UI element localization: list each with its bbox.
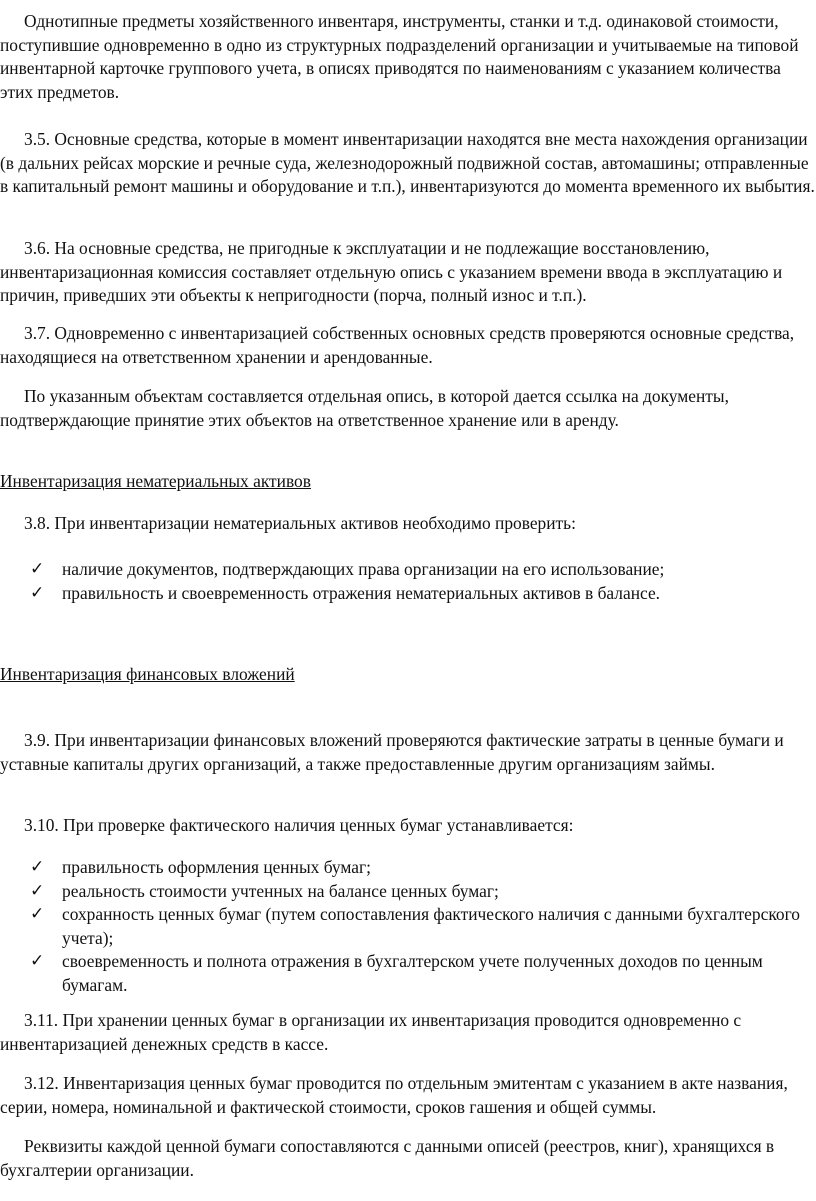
checkmark-icon: ✓ bbox=[30, 951, 45, 971]
list-item-text: реальность стоимости учтенных на балансе ценных бумаг; bbox=[62, 880, 499, 901]
list-item bbox=[0, 558, 816, 582]
checkmark-icon: ✓ bbox=[30, 582, 45, 603]
checklist-3-10 bbox=[0, 856, 816, 997]
list-item bbox=[0, 950, 816, 997]
paragraph-3-8: 3.8. При инвентаризации нематериальных активов необходимо проверить: bbox=[24, 513, 576, 533]
section-heading-intangible-assets: Инвентаризация нематериальных активов bbox=[0, 471, 311, 491]
list-item-text: своевременность и полнота отражения в бухгалтерском учете полученных доходов по ценным бумагам. bbox=[62, 951, 763, 995]
list-item-text: правильность и своевременность отражения нематериальных активов в балансе. bbox=[62, 582, 661, 603]
paragraph-3-9: 3.9. При инвентаризации финансовых вложений проверяются фактические затраты в ценные бумаги и уставные капиталы других организаций, а также предоставленные другим организациям займы. bbox=[0, 730, 784, 774]
paragraph-3-6: 3.6. На основные средства, не пригодные к эксплуатации и не подлежащие восстановлению, инвентаризационная комиссия составляет отдельную опись с указанием времени ввода в эксплуатацию и причин, приведших эти объекты к непригодности (порча, полный износ и т.п.). bbox=[0, 238, 783, 305]
paragraph-inventory-items: Однотипные предметы хозяйственного инвентаря, инструменты, станки и т.д. одинаковой стоимости, поступившие одновременно в одно из структурных подразделений организации и учитываемые на типовой инвентарной карточке группового учета, в описях приводятся по наименованиям с указанием количества этих предметов. bbox=[0, 11, 799, 102]
checkmark-icon: ✓ bbox=[30, 559, 45, 579]
paragraph-3-5: 3.5. Основные средства, которые в момент инвентаризации находятся вне места нахождения организации (в дальних рейсах морские и речные суда, железнодорожный подвижной состав, автомашины; отправленные в капитальный ремонт машины и оборудование и т.п.), инвентаризуются до момента временного их выбытия. bbox=[0, 129, 815, 196]
checkmark-icon: ✓ bbox=[30, 904, 45, 924]
list-item-text: правильность оформления ценных бумаг; bbox=[62, 857, 371, 877]
paragraph-separate-list: По указанным объектам составляется отдельная опись, в которой дается ссылка на документы, подтверждающие принятие этих объектов на ответственное хранение или в аренду. bbox=[0, 386, 729, 430]
list-item bbox=[0, 880, 816, 904]
paragraph-3-10: 3.10. При проверке фактического наличия ценных бумаг устанавливается: bbox=[24, 815, 574, 835]
list-item-text: наличие документов, подтверждающих права организации на его использование; bbox=[62, 559, 665, 579]
list-item bbox=[0, 582, 816, 606]
list-item bbox=[0, 856, 816, 880]
list-item bbox=[0, 903, 816, 950]
paragraph-3-11: 3.11. При хранении ценных бумаг в организации их инвентаризация проводится одновременно с инвентаризацией денежных средств в кассе. bbox=[0, 1010, 742, 1054]
list-item-text: сохранность ценных бумаг (путем сопоставления фактического наличия с данными бухгалтерского учета); bbox=[62, 904, 800, 948]
paragraph-3-7: 3.7. Одновременно с инвентаризацией собственных основных средств проверяются основные средства, находящиеся на ответственном хранении и арендованные. bbox=[0, 323, 795, 367]
paragraph-requisites: Реквизиты каждой ценной бумаги сопоставляются с данными описей (реестров, книг), хранящихся в бухгалтерии организации. bbox=[0, 1136, 775, 1180]
section-heading-financial-investments: Инвентаризация финансовых вложений bbox=[0, 664, 295, 684]
checkmark-icon: ✓ bbox=[30, 880, 45, 901]
paragraph-3-12: 3.12. Инвентаризация ценных бумаг проводится по отдельным эмитентам с указанием в акте названия, серии, номера, номинальной и фактической стоимости, сроков гашения и общей суммы. bbox=[0, 1073, 788, 1117]
checklist-3-8 bbox=[0, 558, 816, 605]
checkmark-icon: ✓ bbox=[30, 857, 45, 877]
